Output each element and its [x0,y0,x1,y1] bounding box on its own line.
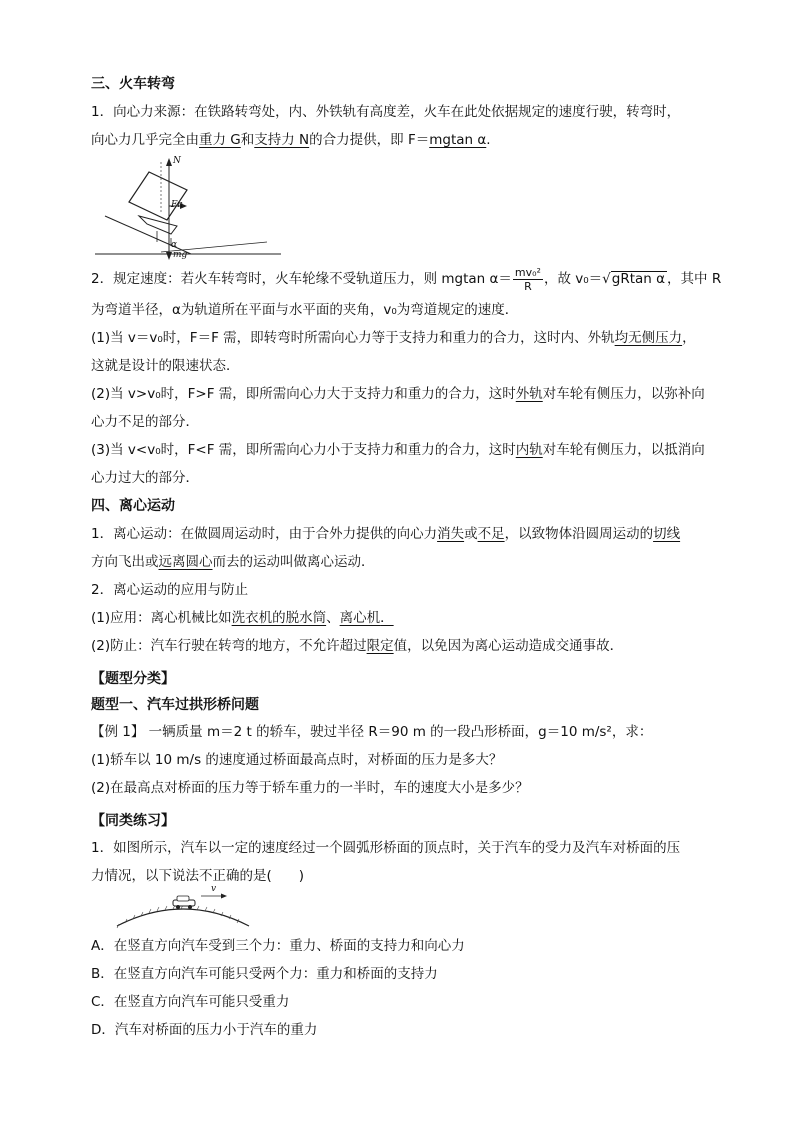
sqrt-symbol: √ [602,271,611,287]
prevention: (2)防止：汽车行驶在转弯的地方，不允许超过限定值，以免因为离心运动造成交通事故． [91,638,624,654]
train-force-diagram [91,154,291,262]
bridge-car-diagram [113,884,263,932]
label-velocity: v [211,884,217,894]
section-heading-centrifugal: 四、离心运动 [91,498,175,514]
type-1-heading: 题型一、汽车过拱形桥问题 [91,697,259,713]
document-page [91,70,722,1044]
option-d: D．汽车对桥面的压力小于汽车的重力 [91,1022,318,1038]
case-1: (1)当 v＝v₀时，F＝F 需，即转弯时所需向心力等于支持力和重力的合力，这时内、外轨均无侧压力， [91,330,696,346]
practice-question-1: 1．如图所示，汽车以一定的速度经过一个圆弧形桥面的顶点时，关于汽车的受力及汽车对桥面的压 [91,840,681,856]
case-2: (2)当 v>v₀时，F>F 需，即所需向心力大于支持力和重力的合力，这时外轨对车轮有侧压力，以弥补向 [91,386,705,402]
label-alpha: α [171,240,178,250]
paragraph: 方向飞出或远离圆心而去的运动叫做离心运动． [91,554,375,570]
label-fn: Fn [171,200,184,210]
section-heading-train-turn: 三、火车转弯 [91,76,175,92]
question-types-heading: 【题型分类】 [91,671,175,687]
train-force-diagram-svg [91,154,291,262]
label-mg: mg [173,250,188,260]
label-n: N [173,156,181,166]
case-2-cont: 心力不足的部分． [91,414,199,430]
paragraph: 1．向心力来源：在铁路转弯处，内、外铁轨有高度差，火车在此处依据规定的速度行驶，转弯时， [91,104,681,120]
case-1-cont: 这就是设计的限速状态． [91,358,240,374]
application: (1)应用：离心机械比如洗衣机的脱水筒、离心机． [91,610,394,626]
case-3-cont: 心力过大的部分． [91,470,199,486]
practice-heading: 【同类练习】 [91,813,175,829]
paragraph-rated-speed: 2．规定速度：若火车转弯时，火车轮缘不受轨道压力，则 mgtan α＝ $\frac{\text{mv₀²}}{R}$ ，故 v₀＝√gRtan α ，其中 R [91,265,722,293]
option-c: C．在竖直方向汽车可能只受重力 [91,994,290,1010]
example-1-question-2: (2)在最高点对桥面的压力等于轿车重力的一半时，车的速度大小是多少？ [91,780,529,796]
paragraph: 1．离心运动：在做圆周运动时，由于合外力提供的向心力消失或不足，以致物体沿圆周运动的切线 [91,526,681,542]
bridge-car-svg [113,890,263,932]
option-b: B．在竖直方向汽车可能只受两个力：重力和桥面的支持力 [91,966,438,982]
option-a: A．在竖直方向汽车受到三个力：重力、桥面的支持力和向心力 [91,938,465,954]
paragraph: 向心力几乎完全由重力 G和支持力 N的合力提供，即 F＝mgtan α. [91,132,491,148]
example-1: 【例 1】 一辆质量 m＝2 t 的轿车，驶过半径 R＝90 m 的一段凸形桥面，g＝10 m/s²，求： [91,724,653,740]
paragraph: 为弯道半径，α为轨道所在平面与水平面的夹角，v₀为弯道规定的速度． [91,302,519,318]
example-1-question-1: (1)轿车以 10 m/s 的速度通过桥面最高点时，对桥面的压力是多大？ [91,752,503,768]
practice-question-1-cont: 力情况，以下说法不正确的是( ) [91,868,305,884]
fraction: $\frac{\text{mv₀²}}{R}$ [514,265,541,293]
case-3: (3)当 v<v₀时，F<F 需，即所需向心力小于支持力和重力的合力，这时内轨对车轮有侧压力，以抵消向 [91,442,705,458]
paragraph: 2．离心运动的应用与防止 [91,582,249,598]
